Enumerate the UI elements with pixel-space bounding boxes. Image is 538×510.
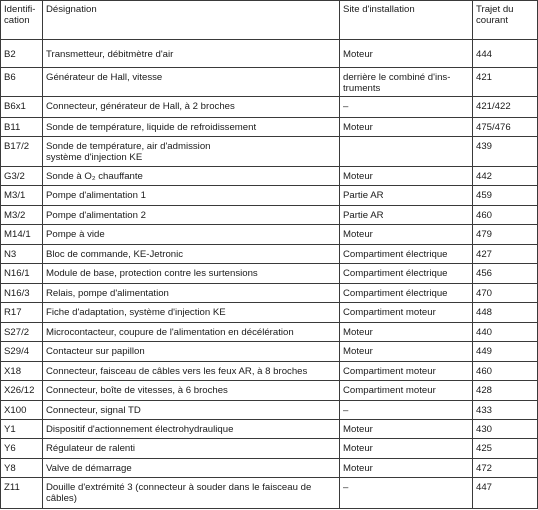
cell-designation: Dispositif d'actionnement électrohydraulique — [43, 419, 340, 438]
cell-designation: Pompe à vide — [43, 225, 340, 244]
cell-path: 430 — [473, 419, 538, 438]
cell-designation: Régulateur de ralenti — [43, 439, 340, 458]
table-row — [1, 458, 538, 477]
header-identification: Identifi- cation — [1, 1, 43, 40]
cell-designation: Connecteur, générateur de Hall, à 2 broches — [43, 97, 340, 118]
cell-path: 460 — [473, 361, 538, 380]
cell-path: 449 — [473, 342, 538, 361]
cell-site: Moteur — [340, 342, 473, 361]
cell-path: 472 — [473, 458, 538, 477]
cell-path: 459 — [473, 186, 538, 205]
cell-id: B6x1 — [1, 97, 43, 118]
cell-path: 421 — [473, 68, 538, 97]
cell-site: Compartiment moteur — [340, 361, 473, 380]
cell-id: S27/2 — [1, 322, 43, 341]
cell-designation: Contacteur sur papillon — [43, 342, 340, 361]
table-row — [1, 439, 538, 458]
cell-site: Compartiment moteur — [340, 303, 473, 322]
table-row — [1, 478, 538, 509]
cell-designation: Connecteur, faisceau de câbles vers les feux AR, à 8 broches — [43, 361, 340, 380]
cell-site: Compartiment électrique — [340, 264, 473, 283]
cell-path: 444 — [473, 40, 538, 68]
cell-id: B17/2 — [1, 137, 43, 166]
table-row — [1, 117, 538, 136]
table-row — [1, 225, 538, 244]
table-row — [1, 97, 538, 118]
cell-designation: Sonde de température, liquide de refroidissement — [43, 117, 340, 136]
table-row — [1, 68, 538, 97]
cell-designation: Valve de démarrage — [43, 458, 340, 477]
cell-id: N16/3 — [1, 283, 43, 302]
table-row — [1, 361, 538, 380]
cell-id: N3 — [1, 244, 43, 263]
cell-path: 421/422 — [473, 97, 538, 118]
cell-id: Y1 — [1, 419, 43, 438]
table-row — [1, 186, 538, 205]
cell-id: Y8 — [1, 458, 43, 477]
cell-site: Partie AR — [340, 205, 473, 224]
cell-path: 440 — [473, 322, 538, 341]
table-row — [1, 205, 538, 224]
cell-path: 460 — [473, 205, 538, 224]
cell-site — [340, 137, 473, 166]
table-row — [1, 137, 538, 166]
cell-path: 479 — [473, 225, 538, 244]
cell-id: B11 — [1, 117, 43, 136]
table-row — [1, 244, 538, 263]
table-row — [1, 40, 538, 68]
cell-site: – — [340, 478, 473, 509]
table-row — [1, 283, 538, 302]
cell-id: Y6 — [1, 439, 43, 458]
cell-path: 439 — [473, 137, 538, 166]
cell-designation: Transmetteur, débitmètre d'air — [43, 40, 340, 68]
cell-site: derrière le combiné d'ins- truments — [340, 68, 473, 97]
cell-path: 470 — [473, 283, 538, 302]
header-designation: Désignation — [43, 1, 340, 40]
cell-designation: Connecteur, signal TD — [43, 400, 340, 419]
cell-path: 448 — [473, 303, 538, 322]
cell-path: 428 — [473, 381, 538, 400]
cell-path: 456 — [473, 264, 538, 283]
cell-designation: Fiche d'adaptation, système d'injection KE — [43, 303, 340, 322]
table-body — [1, 40, 538, 509]
cell-site: Moteur — [340, 439, 473, 458]
cell-id: B2 — [1, 40, 43, 68]
cell-path: 425 — [473, 439, 538, 458]
cell-designation: Bloc de commande, KE-Jetronic — [43, 244, 340, 263]
cell-designation: Sonde à O₂ chauffante — [43, 166, 340, 185]
table-row — [1, 322, 538, 341]
cell-designation: Microcontacteur, coupure de l'alimentation en décélération — [43, 322, 340, 341]
cell-designation: Pompe d'alimentation 2 — [43, 205, 340, 224]
cell-site: Moteur — [340, 322, 473, 341]
cell-id: G3/2 — [1, 166, 43, 185]
table-row — [1, 303, 538, 322]
cell-site: Compartiment électrique — [340, 283, 473, 302]
cell-designation: Générateur de Hall, vitesse — [43, 68, 340, 97]
cell-site: – — [340, 97, 473, 118]
cell-id: B6 — [1, 68, 43, 97]
table-header-row — [1, 1, 538, 40]
cell-site: Moteur — [340, 225, 473, 244]
cell-designation: Sonde de température, air d'admission système d'injection KE — [43, 137, 340, 166]
cell-designation: Pompe d'alimentation 1 — [43, 186, 340, 205]
cell-id: X100 — [1, 400, 43, 419]
cell-site: Compartiment moteur — [340, 381, 473, 400]
cell-site: Moteur — [340, 419, 473, 438]
cell-path: 442 — [473, 166, 538, 185]
cell-path: 447 — [473, 478, 538, 509]
cell-path: 433 — [473, 400, 538, 419]
cell-site: Moteur — [340, 166, 473, 185]
table-row — [1, 419, 538, 438]
header-site: Site d'installation — [340, 1, 473, 40]
table-row — [1, 264, 538, 283]
cell-id: M3/2 — [1, 205, 43, 224]
cell-id: X18 — [1, 361, 43, 380]
cell-designation: Relais, pompe d'alimentation — [43, 283, 340, 302]
table-row — [1, 400, 538, 419]
header-path: Trajet du courant — [473, 1, 538, 40]
cell-site: Moteur — [340, 40, 473, 68]
cell-id: X26/12 — [1, 381, 43, 400]
cell-site: Partie AR — [340, 186, 473, 205]
cell-designation: Module de base, protection contre les surtensions — [43, 264, 340, 283]
cell-id: M3/1 — [1, 186, 43, 205]
cell-site: Moteur — [340, 458, 473, 477]
cell-id: Z11 — [1, 478, 43, 509]
cell-site: Moteur — [340, 117, 473, 136]
table-row — [1, 342, 538, 361]
cell-site: Compartiment électrique — [340, 244, 473, 263]
cell-designation: Douille d'extrémité 3 (connecteur à souder dans le faisceau de câbles) — [43, 478, 340, 509]
cell-id: S29/4 — [1, 342, 43, 361]
cell-designation: Connecteur, boîte de vitesses, à 6 broches — [43, 381, 340, 400]
cell-id: M14/1 — [1, 225, 43, 244]
cell-id: N16/1 — [1, 264, 43, 283]
table-row — [1, 381, 538, 400]
table-row — [1, 166, 538, 185]
cell-path: 475/476 — [473, 117, 538, 136]
cell-site: – — [340, 400, 473, 419]
cell-path: 427 — [473, 244, 538, 263]
cell-id: R17 — [1, 303, 43, 322]
